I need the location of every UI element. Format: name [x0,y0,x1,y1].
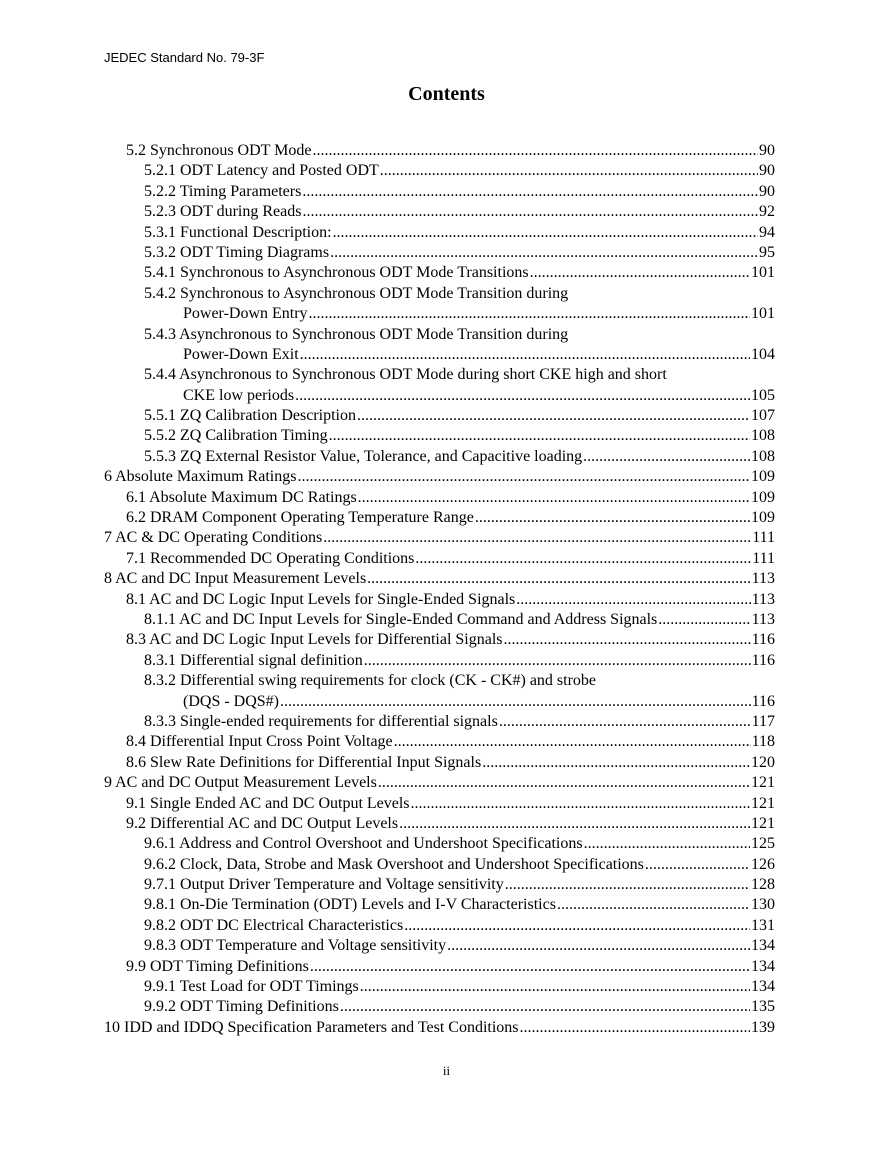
dot-leader [394,732,751,752]
toc-row [0,590,893,610]
toc-entry-link[interactable] [144,895,775,915]
dot-leader [399,814,750,834]
toc-entry-page: 90 [759,182,775,200]
toc-entry-title: 5.2 Synchronous ODT Mode [126,142,312,159]
toc-row [0,1018,893,1038]
toc-entry-title: 9 AC and DC Output Measurement Levels [104,774,377,792]
toc-entry-title: 7 AC & DC Operating Conditions [104,529,323,547]
toc-entry-title[interactable]: 5.4.2 Synchronous to Asynchronous ODT Mode Transition during [144,284,569,302]
toc-entry-link[interactable] [126,590,775,610]
toc-entry-title: 10 IDD and IDDQ Specification Parameters and Test Conditions [104,1018,519,1036]
toc-entry-link[interactable] [126,141,775,161]
toc-row [0,875,893,895]
toc-entry-page: 90 [759,142,775,159]
toc-entry-link[interactable] [183,304,775,324]
toc-entry-title: Power-Down Exit [183,345,299,363]
toc-row [0,467,893,487]
toc-entry-link[interactable] [126,549,775,569]
toc-entry-title: 5.3.2 ODT Timing Diagrams [144,243,330,261]
toc-entry-title: 9.6.2 Clock, Data, Strobe and Mask Overshoot and Undershoot Specifications [144,855,644,873]
toc-entry-title: 5.3.1 Functional Description: [144,223,332,241]
toc-row [0,447,893,467]
toc-entry-title: 5.5.2 ZQ Calibration Timing [144,427,328,445]
toc-row [0,977,893,997]
dot-leader [415,549,751,569]
dot-leader [520,1018,751,1038]
toc-entry-title: 5.2.2 Timing Parameters [144,182,302,200]
toc-entry-title: 8 AC and DC Input Measurement Levels [104,570,367,588]
toc-entry-link[interactable] [144,977,775,997]
toc-entry-title: 9.8.1 On-Die Termination (ODT) Levels and I-V Characteristics [144,896,556,914]
toc-entry-link[interactable] [144,223,775,243]
toc-entry-page: 135 [751,998,775,1016]
dot-leader [658,610,750,630]
dot-leader [530,263,750,283]
toc-entry-page: 113 [751,590,775,608]
toc-entry-title: 9.8.2 ODT DC Electrical Characteristics [144,916,404,934]
toc-row [0,957,893,977]
toc-row [0,712,893,732]
document-header: JEDEC Standard No. 79-3F [104,50,265,65]
dot-leader [309,304,750,324]
toc-entry-page: 134 [751,937,775,955]
toc-entry-page: 90 [759,162,775,180]
toc-row [0,814,893,834]
dot-leader [333,223,758,243]
toc-entry-title: 9.6.1 Address and Control Overshoot and Undershoot Specifications [144,835,583,853]
dot-leader [364,651,751,671]
dot-leader [645,855,750,875]
toc-entry-page: 108 [751,447,775,465]
toc-entry-link[interactable] [183,345,775,365]
toc-entry-title: 9.9.1 Test Load for ODT Timings [144,978,359,996]
dot-leader [367,569,750,589]
toc-entry-title[interactable]: 8.3.2 Differential swing requirements for clock (CK - CK#) and strobe [144,672,597,690]
page-title: Contents [408,83,485,105]
toc-entry-title: 7.1 Recommended DC Operating Conditions [126,549,415,567]
toc-entry-link[interactable] [144,182,775,202]
toc-entry-link[interactable] [144,997,775,1017]
toc-row [0,549,893,569]
toc-entry-title: 8.3.1 Differential signal definition [144,651,363,669]
toc-entry-link[interactable] [144,406,775,426]
toc-entry-title: 5.4.1 Synchronous to Asynchronous ODT Mode Transitions [144,264,529,282]
dot-leader [505,875,750,895]
toc-entry-page: 117 [751,712,775,730]
toc-row [0,610,893,630]
toc-entry-title: 9.8.3 ODT Temperature and Voltage sensitivity [144,937,447,955]
toc-entry-title: 8.4 Differential Input Cross Point Voltage [126,733,393,751]
toc-row [0,671,893,691]
toc-entry-page: 130 [751,896,775,914]
toc-entry-page: 107 [751,407,775,425]
dot-leader [302,202,758,222]
toc-entry-link[interactable] [144,855,775,875]
toc-row [0,692,893,712]
toc-entry-page: 105 [751,386,775,404]
dot-leader [584,834,750,854]
toc-entry-link[interactable] [126,794,775,814]
toc-entry-page: 125 [751,835,775,853]
toc-entry-link[interactable] [144,651,775,671]
toc-entry-page: 116 [751,692,775,710]
toc-row [0,773,893,793]
toc-entry-link[interactable] [104,569,775,589]
toc-row [0,936,893,956]
toc-row [0,304,893,324]
toc-entry-link[interactable] [126,957,775,977]
dot-leader [516,590,750,610]
toc-entry-link[interactable] [104,528,775,548]
toc-entry-page: 120 [751,753,775,771]
toc-entry-page: 95 [759,243,775,261]
toc-entry-link[interactable] [126,630,775,650]
toc-row [0,569,893,589]
toc-entry-page: 116 [751,651,775,669]
toc-row [0,794,893,814]
dot-leader [360,977,750,997]
toc-entry-link[interactable] [144,875,775,895]
toc-entry-page: 109 [751,509,775,527]
toc-entry-link[interactable] [144,712,775,732]
toc-entry-link[interactable] [183,692,775,712]
toc-entry-page: 139 [751,1018,775,1036]
toc-entry-title: 9.2 Differential AC and DC Output Levels [126,814,399,832]
toc-row [0,997,893,1017]
toc-entry-page: 104 [751,345,775,363]
toc-entry-page: 101 [751,264,775,282]
dot-leader [411,794,750,814]
toc-entry-link[interactable] [144,161,775,181]
dot-leader [357,406,750,426]
toc-entry-link[interactable] [144,834,775,854]
dot-leader [330,243,758,263]
toc-entry-page: 121 [751,774,775,792]
toc-row [0,895,893,915]
toc-entry-page: 111 [752,549,775,567]
toc-entry-link[interactable] [104,1018,775,1038]
dot-leader [340,997,750,1017]
toc-entry-title: 6.1 Absolute Maximum DC Ratings [126,488,357,506]
toc-row [0,855,893,875]
toc-row [0,508,893,528]
toc-entry-title: 6 Absolute Maximum Ratings [104,468,297,486]
toc-row [0,141,893,161]
toc-row [0,651,893,671]
page-number: ii [442,1063,451,1078]
toc-row [0,365,893,385]
toc-entry-page: 128 [751,876,775,894]
toc-entry-link[interactable] [183,386,775,406]
toc-entry-link[interactable] [104,467,775,487]
dot-leader [300,345,750,365]
table-of-contents [0,141,893,1038]
dot-leader [447,936,750,956]
toc-entry-page: 126 [751,855,775,873]
toc-entry-title: 5.2.3 ODT during Reads [144,203,302,221]
dot-leader [475,508,750,528]
toc-entry-link[interactable] [144,936,775,956]
toc-entry-page: 116 [751,631,775,649]
dot-leader [323,528,751,548]
toc-entry-link[interactable] [126,753,775,773]
dot-leader [280,692,751,712]
toc-row [0,284,893,304]
dot-leader [329,426,750,446]
toc-entry-page: 94 [759,223,775,241]
dot-leader [499,712,751,732]
toc-row [0,426,893,446]
dot-leader [404,916,750,936]
toc-entry-page: 121 [751,794,775,812]
toc-entry-title: (DQS - DQS#) [183,692,279,710]
toc-row [0,325,893,345]
toc-row [0,630,893,650]
toc-row [0,488,893,508]
dot-leader [310,957,750,977]
toc-entry-link[interactable] [126,732,775,752]
toc-entry-page: 131 [751,916,775,934]
toc-entry-title: 8.6 Slew Rate Definitions for Differential Input Signals [126,753,482,771]
toc-entry-link[interactable] [144,263,775,283]
toc-entry-title: 5.2.1 ODT Latency and Posted ODT [144,162,379,180]
toc-entry-link[interactable] [126,508,775,528]
toc-entry-title: 5.5.3 ZQ External Resistor Value, Tolerance, and Capacitive loading [144,447,583,465]
toc-row [0,223,893,243]
dot-leader [358,488,750,508]
toc-entry-page: 134 [751,957,775,975]
toc-entry-link[interactable] [144,447,775,467]
toc-entry-title: 9.9.2 ODT Timing Definitions [144,998,339,1016]
toc-entry-title: 9.1 Single Ended AC and DC Output Levels [126,794,410,812]
toc-entry-title: 5.5.1 ZQ Calibration Description [144,407,356,425]
toc-entry-title: CKE low periods [183,386,295,404]
dot-leader [378,773,750,793]
toc-entry-title: 9.9 ODT Timing Definitions [126,957,309,975]
toc-row [0,243,893,263]
toc-entry-page: 111 [752,529,775,547]
toc-entry-page: 121 [751,814,775,832]
toc-entry-page: 134 [751,978,775,996]
toc-entry-page: 118 [751,733,775,751]
toc-entry-title: 6.2 DRAM Component Operating Temperature Range [126,509,474,527]
toc-entry-title: 8.3.3 Single-ended requirements for differential signals [144,712,498,730]
toc-entry-page: 108 [751,427,775,445]
toc-row [0,406,893,426]
dot-leader [482,753,750,773]
dot-leader [297,467,750,487]
toc-row [0,263,893,283]
dot-leader [302,182,758,202]
toc-row [0,916,893,936]
toc-entry-link[interactable] [144,202,775,222]
toc-entry-page: 109 [751,488,775,506]
dot-leader [312,141,758,161]
toc-entry-title[interactable]: 5.4.3 Asynchronous to Synchronous ODT Mode Transition during [144,325,569,343]
toc-entry-link[interactable] [104,773,775,793]
toc-entry-link[interactable] [144,916,775,936]
dot-leader [380,161,758,181]
toc-entry-page: 113 [751,570,775,588]
toc-entry-link[interactable] [144,610,775,630]
toc-entry-title: 8.3 AC and DC Logic Input Levels for Differential Signals [126,631,503,649]
toc-row [0,834,893,854]
toc-entry-link[interactable] [144,426,775,446]
toc-row [0,202,893,222]
toc-entry-page: 109 [751,468,775,486]
toc-entry-link[interactable] [126,488,775,508]
toc-entry-page: 92 [759,203,775,221]
toc-row [0,182,893,202]
toc-entry-title: 8.1 AC and DC Logic Input Levels for Single-Ended Signals [126,590,516,608]
toc-entry-link[interactable] [144,243,775,263]
toc-row [0,732,893,752]
toc-row [0,345,893,365]
toc-row [0,753,893,773]
toc-entry-title: 9.7.1 Output Driver Temperature and Voltage sensitivity [144,876,504,894]
dot-leader [557,895,750,915]
toc-row [0,161,893,181]
toc-entry-link[interactable] [126,814,775,834]
toc-entry-page: 113 [751,610,775,628]
toc-entry-title: 8.1.1 AC and DC Input Levels for Single-Ended Command and Address Signals [144,610,658,628]
toc-row [0,528,893,548]
dot-leader [583,447,750,467]
dot-leader [504,630,751,650]
toc-entry-title[interactable]: 5.4.4 Asynchronous to Synchronous ODT Mode during short CKE high and short [144,366,667,384]
toc-entry-page: 101 [751,305,775,323]
toc-entry-title: Power-Down Entry [183,305,308,323]
dot-leader [295,386,750,406]
toc-row [0,386,893,406]
